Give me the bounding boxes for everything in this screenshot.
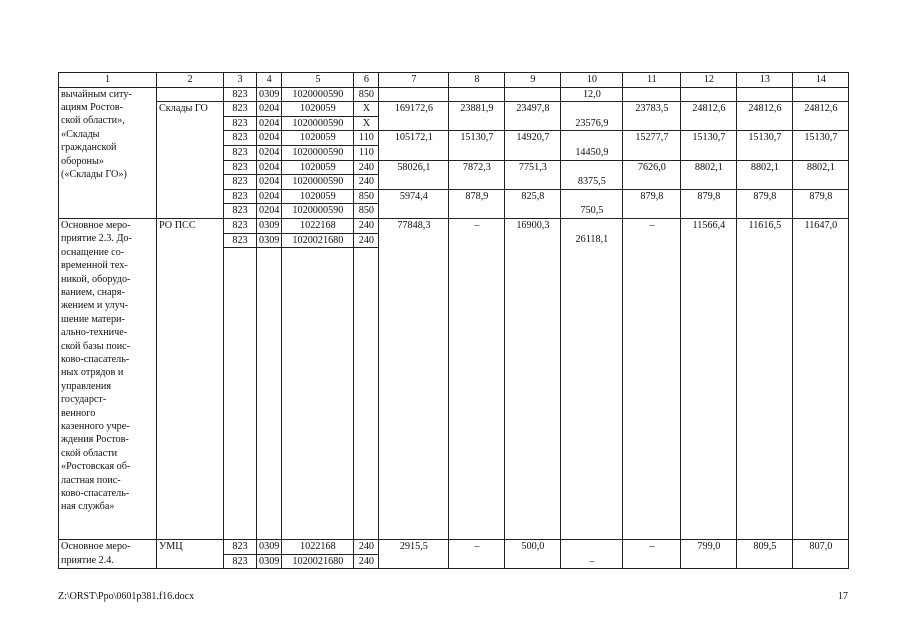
code-cell: 823 <box>224 87 257 102</box>
col-header: 7 <box>379 73 449 88</box>
column-number-row <box>59 73 849 88</box>
code-cell: 0204 <box>257 116 282 131</box>
value-cell: 11566,4 <box>681 218 737 539</box>
value-cell <box>505 87 561 102</box>
value-cell: – <box>561 540 623 569</box>
table-row <box>59 87 849 102</box>
value-cell: 5974,4 <box>379 189 449 218</box>
program-description: Основное меро- приятие 2.3. До- оснащение со- временной тех- никой, оборудо- ванием, снаря- жением и улуч- шение матери- ально-техниче- ской базы поис- ково-спасатель- ных отрядов и управления государст- венного казенного учре- ждения Ростов- ской области «Ростовская об- ластная поис- ково-спасатель- ная служба» <box>59 218 157 539</box>
table-row <box>59 218 849 233</box>
value-cell: 16900,3 <box>505 218 561 539</box>
value-cell: 15277,7 <box>623 131 681 160</box>
value-cell: 15130,7 <box>449 131 505 160</box>
value-cell: 14450,9 <box>561 131 623 160</box>
code-cell: 823 <box>224 540 257 555</box>
code-cell: 823 <box>224 160 257 175</box>
value-cell: 24812,6 <box>737 102 793 131</box>
col-header: 5 <box>282 73 354 88</box>
code-cell: 1022168 <box>282 540 354 555</box>
value-cell: 11647,0 <box>793 218 849 539</box>
page-number: 17 <box>838 591 848 602</box>
value-cell: 7751,3 <box>505 160 561 189</box>
value-cell: 23497,8 <box>505 102 561 131</box>
code-cell: 823 <box>224 175 257 190</box>
value-cell: 77848,3 <box>379 218 449 539</box>
value-cell: 24812,6 <box>793 102 849 131</box>
value-cell: 878,9 <box>449 189 505 218</box>
value-cell: 26118,1 <box>561 218 623 539</box>
code-cell: 0309 <box>257 554 282 569</box>
value-cell: 809,5 <box>737 540 793 569</box>
code-cell: 110 <box>354 145 379 160</box>
code-cell <box>354 248 379 540</box>
value-cell: 7872,3 <box>449 160 505 189</box>
code-cell: 240 <box>354 554 379 569</box>
col-header: 4 <box>257 73 282 88</box>
code-cell: 240 <box>354 218 379 233</box>
table-row <box>59 102 849 117</box>
code-cell: 0309 <box>257 218 282 233</box>
code-cell <box>282 248 354 540</box>
code-cell: 850 <box>354 87 379 102</box>
code-cell: 240 <box>354 160 379 175</box>
value-cell: 879,8 <box>793 189 849 218</box>
code-cell: 823 <box>224 554 257 569</box>
code-cell: 0204 <box>257 189 282 204</box>
code-cell <box>224 248 257 540</box>
value-cell: 8802,1 <box>793 160 849 189</box>
program-description: вычайным ситу- ациям Ростов- ской области», «Склады гражданской обороны» («Склады ГО») <box>59 87 157 218</box>
value-cell: 2915,5 <box>379 540 449 569</box>
value-cell: 879,8 <box>737 189 793 218</box>
value-cell: 11616,5 <box>737 218 793 539</box>
code-cell: 823 <box>224 233 257 248</box>
code-cell: Х <box>354 102 379 117</box>
executor-cell: УМЦ <box>157 540 224 569</box>
col-header: 1 <box>59 73 157 88</box>
code-cell: 240 <box>354 175 379 190</box>
code-cell: 0309 <box>257 87 282 102</box>
executor-cell <box>157 87 224 102</box>
value-cell <box>379 87 449 102</box>
code-cell: 1020059 <box>282 160 354 175</box>
value-cell: 8802,1 <box>681 160 737 189</box>
code-cell: 0204 <box>257 145 282 160</box>
code-cell: 850 <box>354 204 379 219</box>
value-cell: 15130,7 <box>737 131 793 160</box>
code-cell: 240 <box>354 233 379 248</box>
value-cell: 169172,6 <box>379 102 449 131</box>
col-header: 12 <box>681 73 737 88</box>
executor-cell: РО ПСС <box>157 218 224 539</box>
code-cell: 1020000590 <box>282 145 354 160</box>
code-cell: 823 <box>224 218 257 233</box>
code-cell: 823 <box>224 189 257 204</box>
code-cell: 1022168 <box>282 218 354 233</box>
value-cell: 807,0 <box>793 540 849 569</box>
value-cell: – <box>449 540 505 569</box>
value-cell: 15130,7 <box>681 131 737 160</box>
value-cell: 8375,5 <box>561 160 623 189</box>
table-row <box>59 540 849 555</box>
value-cell <box>623 87 681 102</box>
value-cell: 24812,6 <box>681 102 737 131</box>
code-cell: 823 <box>224 116 257 131</box>
value-cell: – <box>623 540 681 569</box>
col-header: 11 <box>623 73 681 88</box>
code-cell: 823 <box>224 145 257 160</box>
budget-table <box>58 72 849 569</box>
value-cell: 879,8 <box>623 189 681 218</box>
code-cell: 823 <box>224 204 257 219</box>
value-cell: 12,0 <box>561 87 623 102</box>
program-description: Основное меро- приятие 2.4. <box>59 540 157 569</box>
value-cell <box>737 87 793 102</box>
value-cell: – <box>449 218 505 539</box>
value-cell <box>681 87 737 102</box>
value-cell: 23576,9 <box>561 102 623 131</box>
code-cell: 1020059 <box>282 189 354 204</box>
value-cell: 14920,7 <box>505 131 561 160</box>
code-cell: 1020021680 <box>282 554 354 569</box>
code-cell: 1020059 <box>282 131 354 146</box>
file-path-footer: Z:\ORST\Ppo\0601p381.f16.docx <box>58 591 195 602</box>
code-cell: 0309 <box>257 233 282 248</box>
value-cell: – <box>623 218 681 539</box>
value-cell: 750,5 <box>561 189 623 218</box>
col-header: 9 <box>505 73 561 88</box>
code-cell: 1020000590 <box>282 204 354 219</box>
code-cell: 1020059 <box>282 102 354 117</box>
value-cell: 58026,1 <box>379 160 449 189</box>
code-cell: 0204 <box>257 204 282 219</box>
code-cell: 1020000590 <box>282 175 354 190</box>
code-cell: 0204 <box>257 160 282 175</box>
code-cell: 1020000590 <box>282 116 354 131</box>
code-cell: 0309 <box>257 540 282 555</box>
code-cell: 0204 <box>257 131 282 146</box>
value-cell: 15130,7 <box>793 131 849 160</box>
col-header: 10 <box>561 73 623 88</box>
value-cell: 825,8 <box>505 189 561 218</box>
value-cell: 23783,5 <box>623 102 681 131</box>
code-cell: 0204 <box>257 102 282 117</box>
code-cell: 240 <box>354 540 379 555</box>
col-header: 3 <box>224 73 257 88</box>
code-cell: 850 <box>354 189 379 204</box>
col-header: 13 <box>737 73 793 88</box>
value-cell <box>449 87 505 102</box>
code-cell: 823 <box>224 131 257 146</box>
value-cell <box>793 87 849 102</box>
value-cell: 7626,0 <box>623 160 681 189</box>
col-header: 2 <box>157 73 224 88</box>
col-header: 8 <box>449 73 505 88</box>
value-cell: 799,0 <box>681 540 737 569</box>
code-cell: 1020000590 <box>282 87 354 102</box>
executor-cell: Склады ГО <box>157 102 224 219</box>
value-cell: 23881,9 <box>449 102 505 131</box>
value-cell: 879,8 <box>681 189 737 218</box>
code-cell: Х <box>354 116 379 131</box>
code-cell: 1020021680 <box>282 233 354 248</box>
code-cell: 0204 <box>257 175 282 190</box>
col-header: 6 <box>354 73 379 88</box>
code-cell: 110 <box>354 131 379 146</box>
value-cell: 8802,1 <box>737 160 793 189</box>
value-cell: 105172,1 <box>379 131 449 160</box>
value-cell: 500,0 <box>505 540 561 569</box>
code-cell <box>257 248 282 540</box>
code-cell: 823 <box>224 102 257 117</box>
col-header: 14 <box>793 73 849 88</box>
